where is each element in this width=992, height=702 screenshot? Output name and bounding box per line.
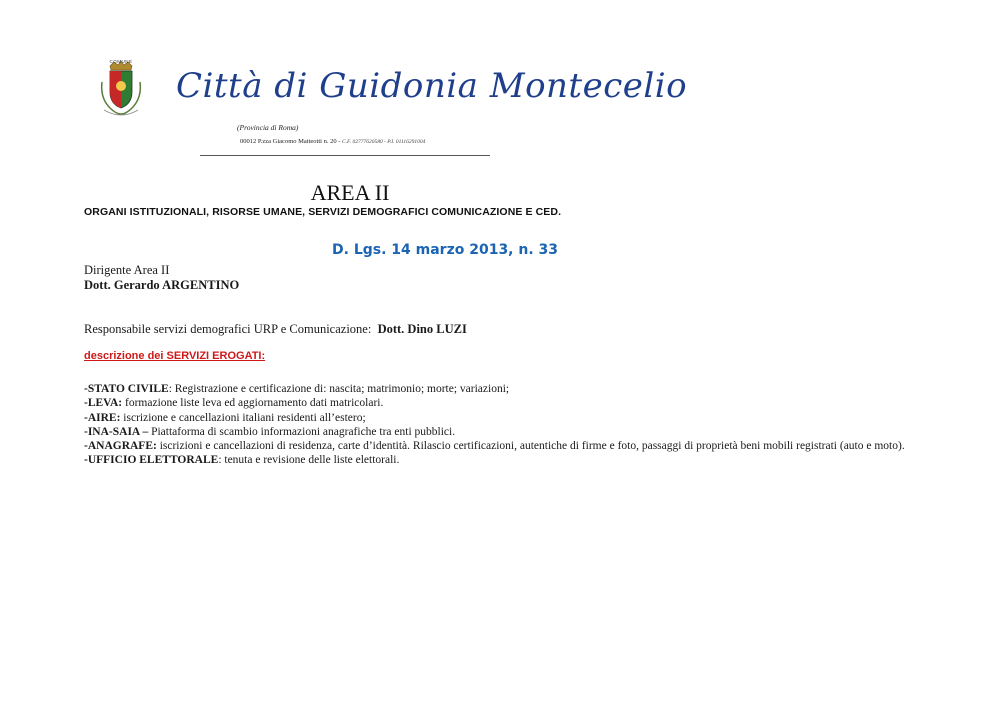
service-name: -UFFICIO ELETTORALE <box>84 454 219 467</box>
service-item <box>84 382 914 396</box>
servizi-heading: descrizione dei SERVIZI EROGATI: <box>84 350 266 362</box>
service-description: : Registrazione e certificazione di: nascita; matrimonio; morte; variazioni; <box>168 383 510 395</box>
decree-reference: D. Lgs. 14 marzo 2013, n. 33 <box>332 242 559 258</box>
address-line <box>240 138 425 145</box>
city-name: Città di Guidonia Montecelio <box>176 66 688 106</box>
dirigente-role: Dirigente Area II <box>84 263 170 277</box>
address-text: 00012 P.zza Giacomo Matteotti n. 20 - <box>240 138 342 145</box>
service-description: iscrizioni e cancellazioni di residenza, carte d’identità. Rilascio certificazioni, autentiche di firme e foto, passaggi di proprietà beni mobili registrati (auto e moto). <box>156 440 905 453</box>
service-name: -INA-SAIA – <box>84 425 149 438</box>
area-subtitle: ORGANI ISTITUZIONALI, RISORSE UMANE, SERVIZI DEMOGRAFICI COMUNICAZIONE E CED. <box>84 206 562 218</box>
service-name: -ANAGRAFE: <box>84 440 157 453</box>
service-name: -STATO CIVILE <box>84 383 169 395</box>
service-description: iscrizione e cancellazioni italiani residenti all’estero; <box>120 411 366 424</box>
header-divider <box>200 155 490 156</box>
service-description: Piattaforma di scambio informazioni anagrafiche tra enti pubblici. <box>148 425 456 438</box>
service-description: : tenuta e revisione delle liste elettorali. <box>218 454 400 467</box>
city-crest-logo <box>98 58 144 120</box>
dirigente-name: Dott. Gerardo ARGENTINO <box>84 278 240 292</box>
service-item <box>84 453 914 467</box>
service-item <box>84 439 914 453</box>
service-item <box>84 396 914 410</box>
responsabile-label: Responsabile servizi demografici URP e Comunicazione: <box>84 322 372 336</box>
area-title: AREA II <box>310 180 390 205</box>
service-name: -LEVA: <box>84 397 123 410</box>
comune-label: COMUNE <box>109 59 133 64</box>
service-item <box>84 425 914 439</box>
service-name: -AIRE: <box>84 411 121 424</box>
service-description: formazione liste leva ed aggiornamento dati matricolari. <box>122 397 384 410</box>
responsabile-name: Dott. Dino LUZI <box>377 322 467 336</box>
services-list <box>84 382 914 468</box>
service-item <box>84 411 914 425</box>
fiscal-codes: C.F. 02777620580 - P.I. 01116291004 <box>342 139 426 145</box>
provincia-text: (Provincia di Roma) <box>237 123 299 132</box>
responsabile-line <box>84 322 467 337</box>
